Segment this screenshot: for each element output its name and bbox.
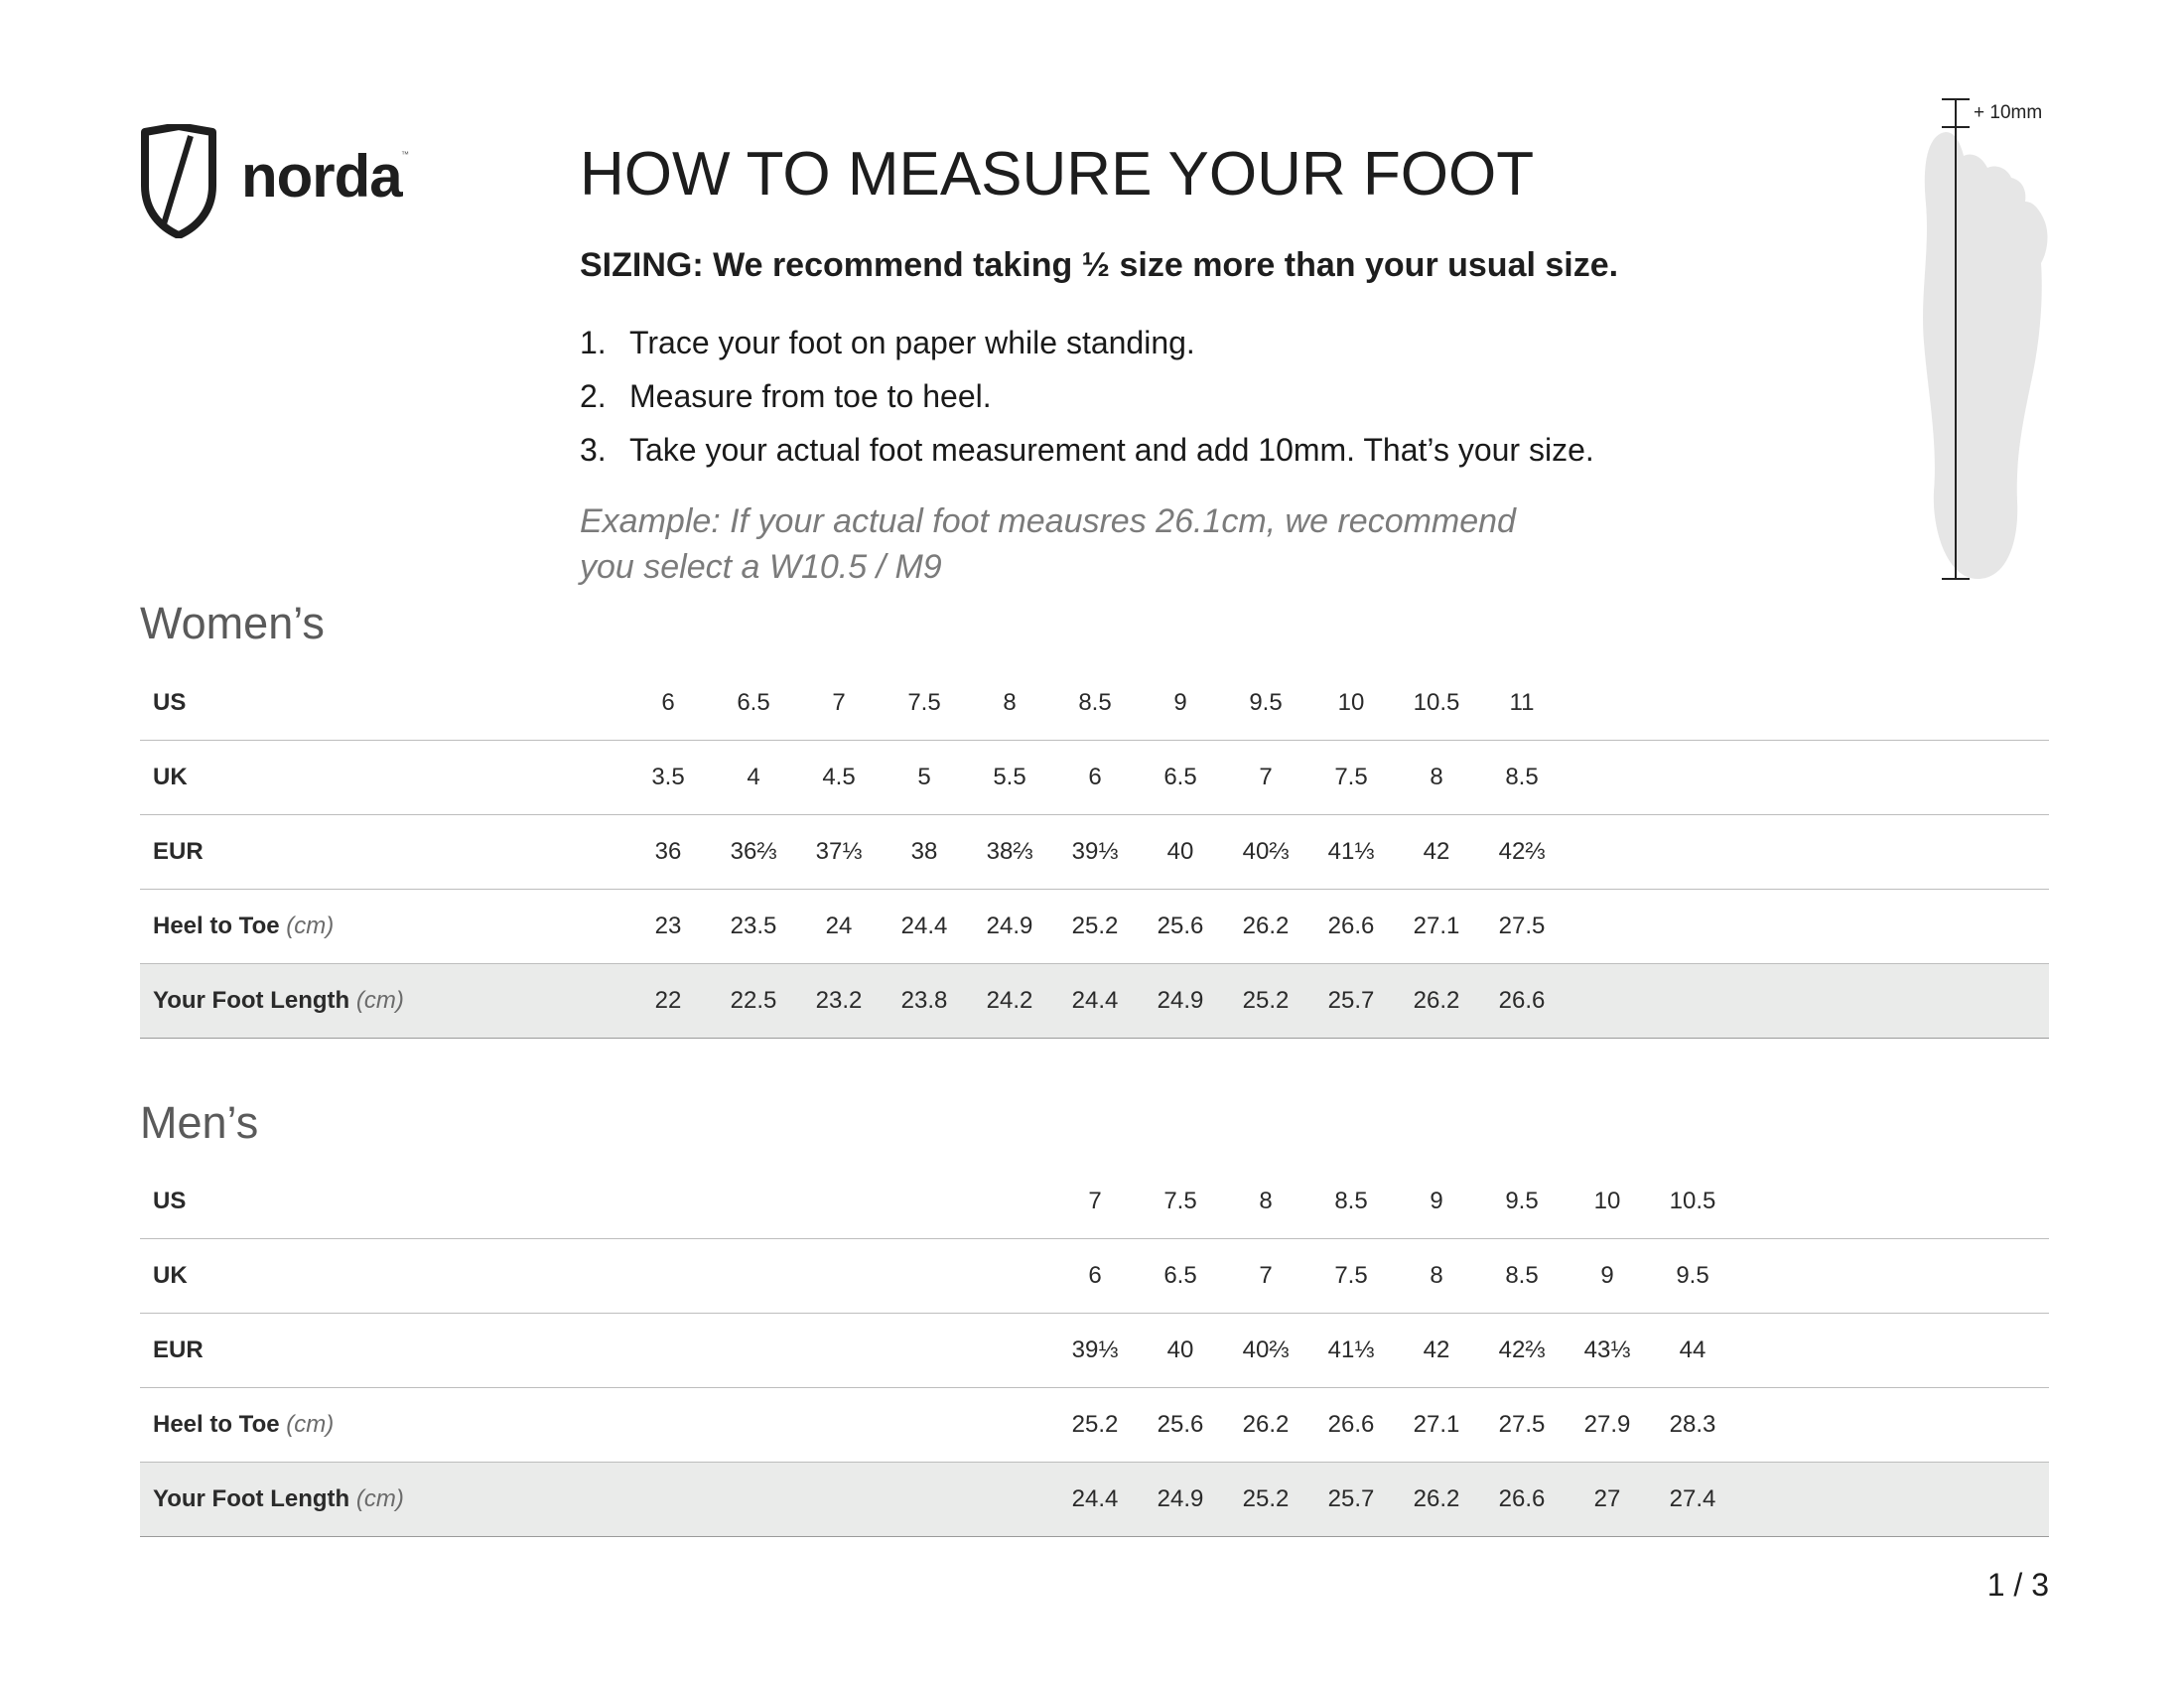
empty-cell bbox=[1735, 964, 2049, 1039]
table-cell: 24 bbox=[796, 890, 882, 964]
table-cell: 8 bbox=[1223, 1165, 1308, 1239]
empty-cell bbox=[1565, 741, 1650, 815]
table-cell: 23 bbox=[625, 890, 711, 964]
table-row bbox=[140, 1239, 2049, 1314]
table-cell: 22.5 bbox=[711, 964, 796, 1039]
table-cell: 25.7 bbox=[1308, 964, 1394, 1039]
table-cell: 42⅔ bbox=[1479, 815, 1565, 890]
table-cell: 37⅓ bbox=[796, 815, 882, 890]
table-cell: 41⅓ bbox=[1308, 1314, 1394, 1388]
empty-cell bbox=[1650, 741, 1735, 815]
table-cell: 25.2 bbox=[1052, 890, 1138, 964]
table-cell: 23.2 bbox=[796, 964, 882, 1039]
empty-cell bbox=[625, 1165, 711, 1239]
table-cell: 7 bbox=[796, 666, 882, 741]
empty-cell bbox=[1565, 666, 1650, 741]
table-cell: 40 bbox=[1138, 1314, 1223, 1388]
table-row bbox=[140, 815, 2049, 890]
brand-trademark: ™ bbox=[401, 150, 409, 159]
empty-cell bbox=[796, 1463, 882, 1537]
table-cell: 24.9 bbox=[1138, 964, 1223, 1039]
row-label bbox=[140, 1314, 625, 1388]
empty-cell bbox=[967, 1165, 1052, 1239]
table-cell: 43⅓ bbox=[1565, 1314, 1650, 1388]
step-number: 3. bbox=[580, 432, 607, 468]
table-cell: 9 bbox=[1138, 666, 1223, 741]
table-cell: 24.4 bbox=[882, 890, 967, 964]
table-cell: 6 bbox=[625, 666, 711, 741]
table-cell: 5.5 bbox=[967, 741, 1052, 815]
empty-cell bbox=[882, 1463, 967, 1537]
empty-cell bbox=[1650, 890, 1735, 964]
table-cell: 40 bbox=[1138, 815, 1223, 890]
table-cell: 8 bbox=[1394, 741, 1479, 815]
table-cell: 40⅔ bbox=[1223, 815, 1308, 890]
table-cell: 8.5 bbox=[1052, 666, 1138, 741]
empty-cell bbox=[1735, 1239, 2049, 1314]
womens-size-table bbox=[140, 666, 2049, 1039]
steps-list bbox=[580, 316, 1594, 477]
table-cell: 25.6 bbox=[1138, 890, 1223, 964]
table-cell: 7 bbox=[1223, 741, 1308, 815]
foot-diagram bbox=[1876, 94, 2075, 591]
row-label-text: Your Foot Length bbox=[153, 987, 350, 1014]
row-unit: (cm) bbox=[286, 913, 335, 939]
table-cell: 25.2 bbox=[1223, 964, 1308, 1039]
table-row bbox=[140, 1388, 2049, 1463]
row-label-text: EUR bbox=[153, 1336, 204, 1363]
empty-cell bbox=[625, 1388, 711, 1463]
table-cell: 9 bbox=[1394, 1165, 1479, 1239]
table-cell: 6 bbox=[1052, 1239, 1138, 1314]
table-cell: 42 bbox=[1394, 1314, 1479, 1388]
table-cell: 9.5 bbox=[1223, 666, 1308, 741]
table-cell: 4.5 bbox=[796, 741, 882, 815]
table-cell: 26.6 bbox=[1308, 890, 1394, 964]
table-cell: 26.6 bbox=[1308, 1388, 1394, 1463]
table-cell: 8.5 bbox=[1308, 1165, 1394, 1239]
table-cell: 27.9 bbox=[1565, 1388, 1650, 1463]
empty-cell bbox=[796, 1388, 882, 1463]
row-label bbox=[140, 815, 625, 890]
row-label bbox=[140, 741, 625, 815]
table-cell: 27.1 bbox=[1394, 890, 1479, 964]
table-cell: 7.5 bbox=[1308, 741, 1394, 815]
table-row bbox=[140, 666, 2049, 741]
table-cell: 9.5 bbox=[1650, 1239, 1735, 1314]
table-cell: 25.2 bbox=[1223, 1463, 1308, 1537]
footprint-shape bbox=[1923, 132, 2047, 579]
page-title: HOW TO MEASURE YOUR FOOT bbox=[580, 140, 1535, 209]
empty-cell bbox=[1735, 1463, 2049, 1537]
table-cell: 7.5 bbox=[1308, 1239, 1394, 1314]
table-cell: 6.5 bbox=[711, 666, 796, 741]
table-cell: 24.4 bbox=[1052, 964, 1138, 1039]
example-note bbox=[580, 498, 1672, 590]
step-text: Take your actual foot measurement and add 10mm. That’s your size. bbox=[629, 432, 1594, 468]
table-cell: 10.5 bbox=[1394, 666, 1479, 741]
table-cell: 24.4 bbox=[1052, 1463, 1138, 1537]
table-cell: 8 bbox=[1394, 1239, 1479, 1314]
row-unit: (cm) bbox=[355, 987, 404, 1014]
empty-cell bbox=[711, 1463, 796, 1537]
table-cell: 38 bbox=[882, 815, 967, 890]
row-label-text: Your Foot Length bbox=[153, 1485, 350, 1512]
table-cell: 11 bbox=[1479, 666, 1565, 741]
empty-cell bbox=[796, 1239, 882, 1314]
empty-cell bbox=[1735, 666, 2049, 741]
table-cell: 6.5 bbox=[1138, 741, 1223, 815]
table-cell: 25.2 bbox=[1052, 1388, 1138, 1463]
table-cell: 8.5 bbox=[1479, 1239, 1565, 1314]
empty-cell bbox=[796, 1165, 882, 1239]
row-label bbox=[140, 890, 625, 964]
table-cell: 27.4 bbox=[1650, 1463, 1735, 1537]
table-cell: 23.8 bbox=[882, 964, 967, 1039]
table-cell: 8 bbox=[967, 666, 1052, 741]
table-cell: 24.9 bbox=[967, 890, 1052, 964]
empty-cell bbox=[1735, 1165, 2049, 1239]
empty-cell bbox=[1735, 1388, 2049, 1463]
example-line: you select a W10.5 / M9 bbox=[580, 548, 942, 586]
row-label bbox=[140, 666, 625, 741]
table-cell: 36 bbox=[625, 815, 711, 890]
table-cell: 27.5 bbox=[1479, 1388, 1565, 1463]
table-row bbox=[140, 890, 2049, 964]
step-text: Trace your foot on paper while standing. bbox=[629, 325, 1195, 360]
mens-size-table bbox=[140, 1165, 2049, 1537]
table-cell: 25.7 bbox=[1308, 1463, 1394, 1537]
table-row bbox=[140, 1314, 2049, 1388]
empty-cell bbox=[967, 1239, 1052, 1314]
row-label bbox=[140, 1388, 625, 1463]
table-cell: 6.5 bbox=[1138, 1239, 1223, 1314]
empty-cell bbox=[1650, 964, 1735, 1039]
row-label bbox=[140, 964, 625, 1039]
table-cell: 7 bbox=[1052, 1165, 1138, 1239]
brand-logo bbox=[139, 124, 437, 243]
table-cell: 28.3 bbox=[1650, 1388, 1735, 1463]
table-row bbox=[140, 1463, 2049, 1537]
table-cell: 42⅔ bbox=[1479, 1314, 1565, 1388]
table-cell: 23.5 bbox=[711, 890, 796, 964]
step-text: Measure from toe to heel. bbox=[629, 378, 992, 414]
row-label-text: US bbox=[153, 1188, 187, 1214]
empty-cell bbox=[711, 1239, 796, 1314]
row-label bbox=[140, 1239, 625, 1314]
empty-cell bbox=[1735, 890, 2049, 964]
empty-cell bbox=[625, 1239, 711, 1314]
table-cell: 39⅓ bbox=[1052, 1314, 1138, 1388]
table-cell: 40⅔ bbox=[1223, 1314, 1308, 1388]
table-cell: 7 bbox=[1223, 1239, 1308, 1314]
table-cell: 8.5 bbox=[1479, 741, 1565, 815]
sizing-note: SIZING: We recommend taking ½ size more than your usual size. bbox=[580, 246, 1619, 284]
table-cell: 10 bbox=[1565, 1165, 1650, 1239]
row-label-text: UK bbox=[153, 1262, 188, 1289]
empty-cell bbox=[882, 1165, 967, 1239]
row-label-text: Heel to Toe bbox=[153, 913, 280, 939]
table-cell: 27.1 bbox=[1394, 1388, 1479, 1463]
empty-cell bbox=[882, 1388, 967, 1463]
page-number: 1 / 3 bbox=[1986, 1567, 2049, 1603]
row-unit: (cm) bbox=[286, 1411, 335, 1438]
table-cell: 7.5 bbox=[882, 666, 967, 741]
table-cell: 26.2 bbox=[1223, 890, 1308, 964]
empty-cell bbox=[1565, 964, 1650, 1039]
empty-cell bbox=[967, 1388, 1052, 1463]
row-label-text: Heel to Toe bbox=[153, 1411, 280, 1438]
row-label bbox=[140, 1165, 625, 1239]
table-cell: 3.5 bbox=[625, 741, 711, 815]
table-cell: 22 bbox=[625, 964, 711, 1039]
empty-cell bbox=[967, 1314, 1052, 1388]
empty-cell bbox=[711, 1165, 796, 1239]
row-unit: (cm) bbox=[355, 1485, 404, 1512]
womens-title: Women’s bbox=[140, 598, 325, 648]
list-item bbox=[580, 423, 1594, 477]
table-cell: 7.5 bbox=[1138, 1165, 1223, 1239]
table-cell: 24.2 bbox=[967, 964, 1052, 1039]
step-number: 2. bbox=[580, 378, 607, 414]
table-cell: 26.2 bbox=[1223, 1388, 1308, 1463]
table-cell: 27 bbox=[1565, 1463, 1650, 1537]
table-cell: 26.2 bbox=[1394, 1463, 1479, 1537]
table-cell: 24.9 bbox=[1138, 1463, 1223, 1537]
example-line: Example: If your actual foot meausres 26.1cm, we recommend bbox=[580, 502, 1516, 540]
empty-cell bbox=[1735, 1314, 2049, 1388]
table-cell: 9 bbox=[1565, 1239, 1650, 1314]
empty-cell bbox=[1650, 666, 1735, 741]
table-cell: 4 bbox=[711, 741, 796, 815]
table-cell: 5 bbox=[882, 741, 967, 815]
table-cell: 26.6 bbox=[1479, 964, 1565, 1039]
empty-cell bbox=[711, 1388, 796, 1463]
empty-cell bbox=[1735, 741, 2049, 815]
table-cell: 41⅓ bbox=[1308, 815, 1394, 890]
empty-cell bbox=[625, 1314, 711, 1388]
table-cell: 10.5 bbox=[1650, 1165, 1735, 1239]
row-label-text: UK bbox=[153, 764, 188, 790]
table-cell: 27.5 bbox=[1479, 890, 1565, 964]
list-item bbox=[580, 316, 1594, 369]
mens-title: Men’s bbox=[140, 1097, 259, 1148]
table-cell: 25.6 bbox=[1138, 1388, 1223, 1463]
empty-cell bbox=[711, 1314, 796, 1388]
empty-cell bbox=[882, 1239, 967, 1314]
brand-name: norda bbox=[241, 143, 402, 210]
table-cell: 38⅔ bbox=[967, 815, 1052, 890]
empty-cell bbox=[882, 1314, 967, 1388]
empty-cell bbox=[1650, 815, 1735, 890]
empty-cell bbox=[1565, 815, 1650, 890]
measure-label: + 10mm bbox=[1974, 102, 2043, 123]
empty-cell bbox=[1735, 815, 2049, 890]
empty-cell bbox=[625, 1463, 711, 1537]
table-row bbox=[140, 964, 2049, 1039]
list-item bbox=[580, 369, 1594, 423]
row-label bbox=[140, 1463, 625, 1537]
table-row bbox=[140, 741, 2049, 815]
row-label-text: EUR bbox=[153, 838, 204, 865]
table-cell: 39⅓ bbox=[1052, 815, 1138, 890]
step-number: 1. bbox=[580, 325, 607, 360]
table-cell: 44 bbox=[1650, 1314, 1735, 1388]
empty-cell bbox=[796, 1314, 882, 1388]
empty-cell bbox=[1565, 890, 1650, 964]
table-cell: 26.6 bbox=[1479, 1463, 1565, 1537]
table-cell: 36⅔ bbox=[711, 815, 796, 890]
shield-icon bbox=[139, 124, 218, 238]
row-label-text: US bbox=[153, 689, 187, 716]
table-cell: 9.5 bbox=[1479, 1165, 1565, 1239]
table-cell: 42 bbox=[1394, 815, 1479, 890]
table-row bbox=[140, 1165, 2049, 1239]
table-cell: 6 bbox=[1052, 741, 1138, 815]
table-cell: 26.2 bbox=[1394, 964, 1479, 1039]
empty-cell bbox=[967, 1463, 1052, 1537]
table-cell: 10 bbox=[1308, 666, 1394, 741]
